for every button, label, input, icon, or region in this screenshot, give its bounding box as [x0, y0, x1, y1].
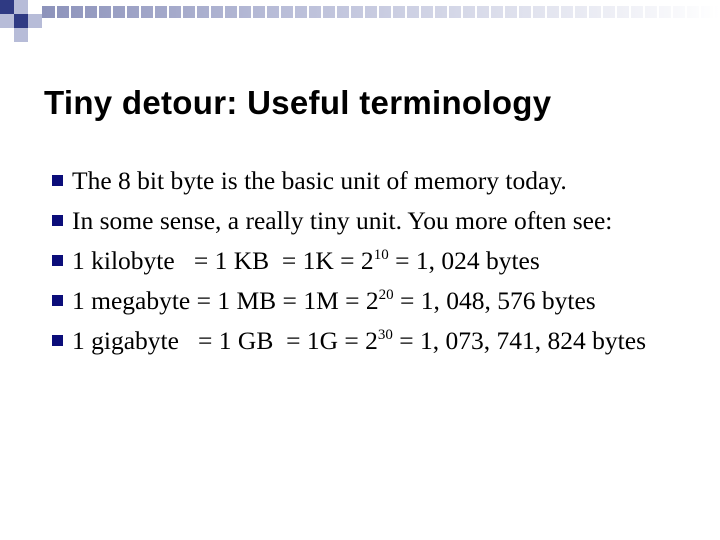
bullet-text: 1 kilobyte = 1 KB = 1K = 2	[72, 246, 374, 275]
bullet-item-megabyte	[52, 281, 702, 321]
bullet-item	[52, 201, 702, 241]
checkerboard-header-decoration	[0, 0, 720, 48]
bullet-list	[52, 161, 702, 361]
bullet-item-gigabyte	[52, 321, 702, 361]
bullet-text-suffix: = 1, 024 bytes	[388, 246, 540, 275]
square-bullet-icon	[52, 255, 63, 266]
bullet-text: In some sense, a really tiny unit. You more often see:	[72, 206, 613, 235]
bullet-text: The 8 bit byte is the basic unit of memory today.	[72, 166, 567, 195]
bullet-text: 1 megabyte = 1 MB = 1M = 2	[72, 286, 379, 315]
square-bullet-icon	[52, 335, 63, 346]
exponent: 20	[378, 287, 394, 303]
square-bullet-icon	[52, 295, 63, 306]
bullet-item-kilobyte	[52, 241, 702, 281]
slide-title: Tiny detour: Useful terminology	[44, 84, 552, 121]
bullet-text-suffix: = 1, 073, 741, 824 bytes	[392, 326, 647, 355]
square-bullet-icon	[52, 175, 63, 186]
exponent: 10	[373, 247, 389, 263]
bullet-text-suffix: = 1, 048, 576 bytes	[393, 286, 596, 315]
exponent: 30	[377, 327, 393, 343]
bullet-item	[52, 161, 702, 201]
square-bullet-icon	[52, 215, 63, 226]
bullet-text: 1 gigabyte = 1 GB = 1G = 2	[72, 326, 378, 355]
